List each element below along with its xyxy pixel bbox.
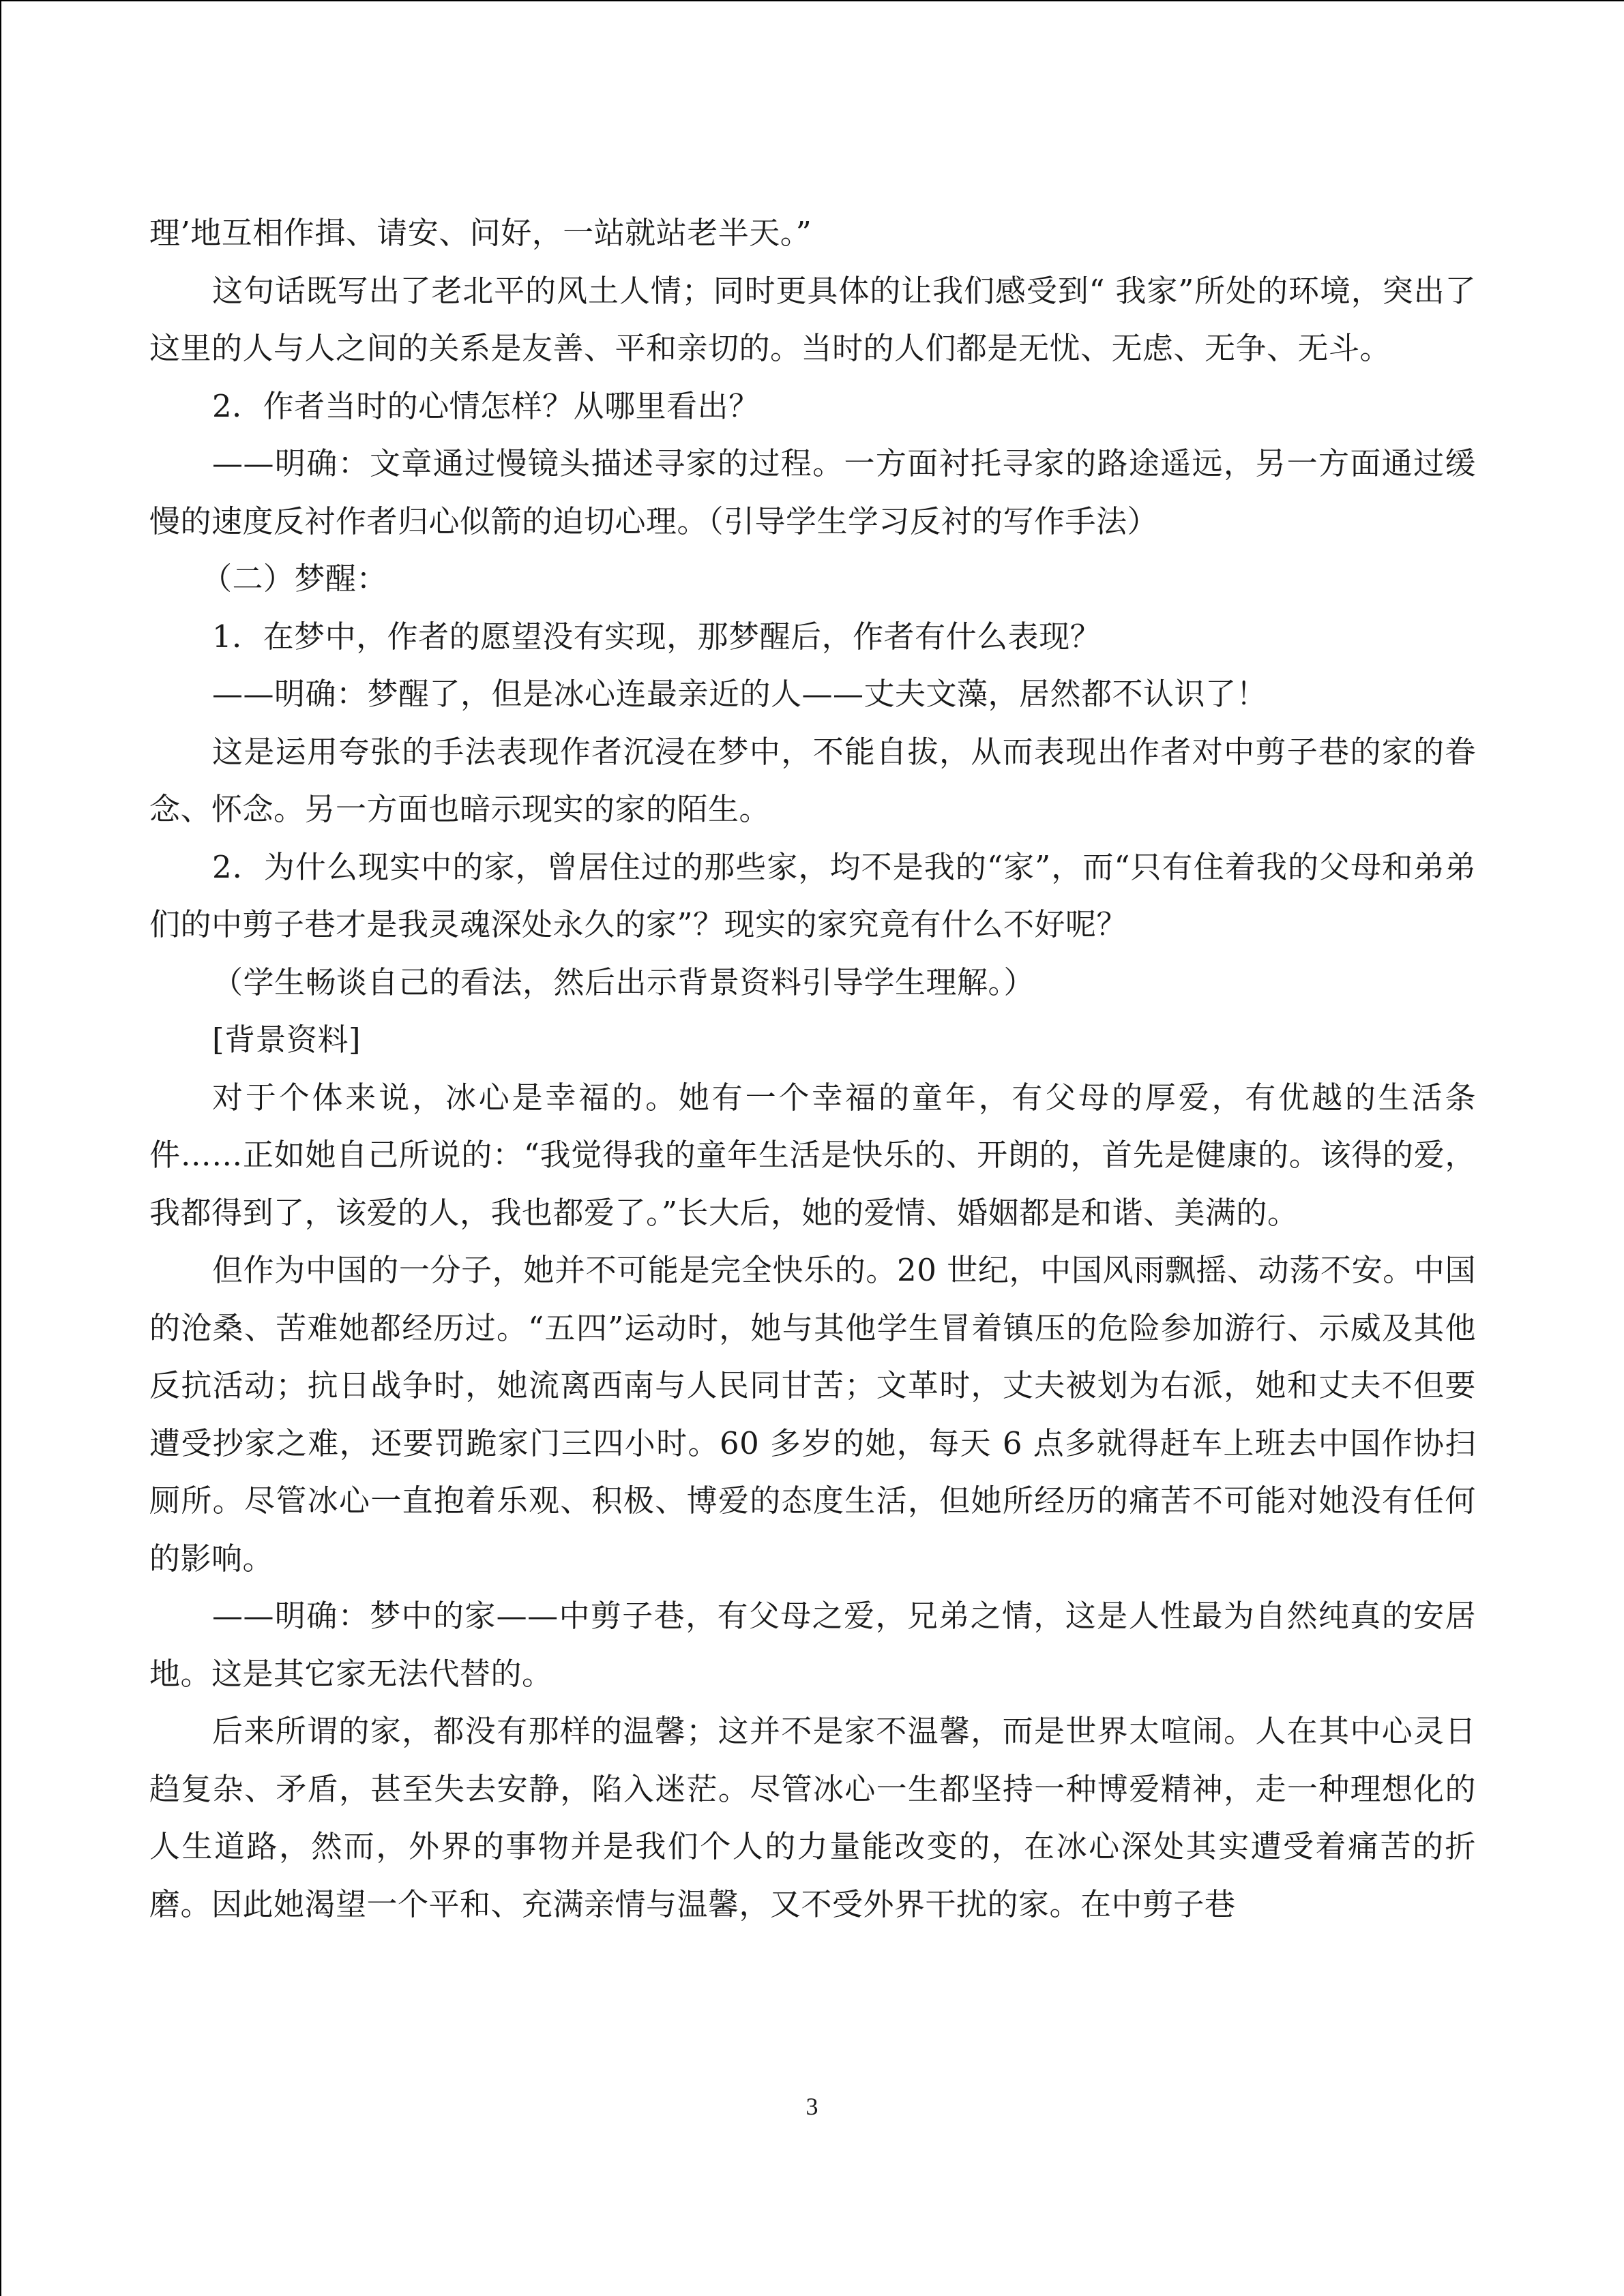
page-left-border xyxy=(0,0,1,2296)
paragraph-student-discussion: （学生畅谈自己的看法，然后出示背景资料引导学生理解。） xyxy=(212,964,1035,1000)
answer-awake: ——明确：梦醒了，但是冰心连最亲近的人——丈夫文藻，居然都不认识了！ xyxy=(212,676,1268,712)
page-top-border xyxy=(0,0,1624,1)
paragraph-happy-childhood: 对于个体来说，冰心是幸福的。她有一个幸福的童年，有父母的厚爱，有优越的生活条件……正如她自己所说的：“我觉得我的童年生活是快乐的、开朗的，首先是健康的。该得的爱，我都得到了，该爱的人，我也都爱了。”长大后，她的爱情、婚姻都是和谐、美满的。 xyxy=(149,1079,1476,1231)
paragraph-continuation: 理’地互相作揖、请安、问好，一站就站老半天。” xyxy=(149,215,812,251)
paragraph-environment: 这句话既写出了老北平的风土人情；同时更具体的让我们感受到“ 我家”所处的环境，突出了这里的人与人之间的关系是友善、平和亲切的。当时的人们都是无忧、无虑、无争、无斗。 xyxy=(149,272,1476,366)
section-heading-awake: （二）梦醒： xyxy=(201,561,388,597)
page-number: 3 xyxy=(806,2093,818,2120)
question-2-mood: 2．作者当时的心情怎样？从哪里看出？ xyxy=(212,387,760,424)
document-body xyxy=(149,205,1476,1933)
answer-slow-motion: ——明确：文章通过慢镜头描述寻家的过程。一方面衬托寻家的路途遥远，另一方面通过缓慢的速度反衬作者归心似箭的迫切心理。（引导学生学习反衬的写作手法） xyxy=(149,445,1476,539)
answer-dream-home: ——明确：梦中的家——中剪子巷，有父母之爱，兄弟之情，这是人性最为自然纯真的安居地。这是其它家无法代替的。 xyxy=(149,1598,1476,1692)
question-1-awake: 1．在梦中，作者的愿望没有实现，那梦醒后，作者有什么表现？ xyxy=(212,618,1102,655)
paragraph-hardship: 但作为中国的一分子，她并不可能是完全快乐的。20 世纪，中国风雨飘摇、动荡不安。中国的沧桑、苦难她都经历过。“五四”运动时，她与其他学生冒着镇压的危险参加游行、示威及其他反抗活动；抗日战争时，她流离西南与人民同甘苦；文革时，丈夫被划为右派，她和丈夫不但要遭受抄家之难，还要罚跪家门三四小时。60 多岁的她，每天 6 点多就得赶车上班去中国作协扫厕所。尽管冰心一直抱着乐观、积极、博爱的态度生活，但她所经历的痛苦不可能对她没有任何的影响。 xyxy=(149,1252,1476,1577)
question-2-home: 2．为什么现实中的家，曾居住过的那些家，均不是我的“家”，而“只有住着我的父母和弟弟们的中剪子巷才是我灵魂深处永久的家”？现实的家究竟有什么不好呢？ xyxy=(149,848,1476,942)
background-heading: [背景资料] xyxy=(212,1022,361,1058)
paragraph-exaggeration: 这是运用夸张的手法表现作者沉浸在梦中，不能自拔，从而表现出作者对中剪子巷的家的眷念、怀念。另一方面也暗示现实的家的陌生。 xyxy=(149,733,1476,827)
paragraph-later-homes: 后来所谓的家，都没有那样的温馨；这并不是家不温馨，而是世界太喧闹。人在其中心灵日趋复杂、矛盾，甚至失去安静，陷入迷茫。尽管冰心一生都坚持一种博爱精神，走一种理想化的人生道路，然而，外界的事物并是我们个人的力量能改变的，在冰心深处其实遭受着痛苦的折磨。因此她渴望一个平和、充满亲情与温馨，又不受外界干扰的家。在中剪子巷 xyxy=(149,1713,1476,1922)
